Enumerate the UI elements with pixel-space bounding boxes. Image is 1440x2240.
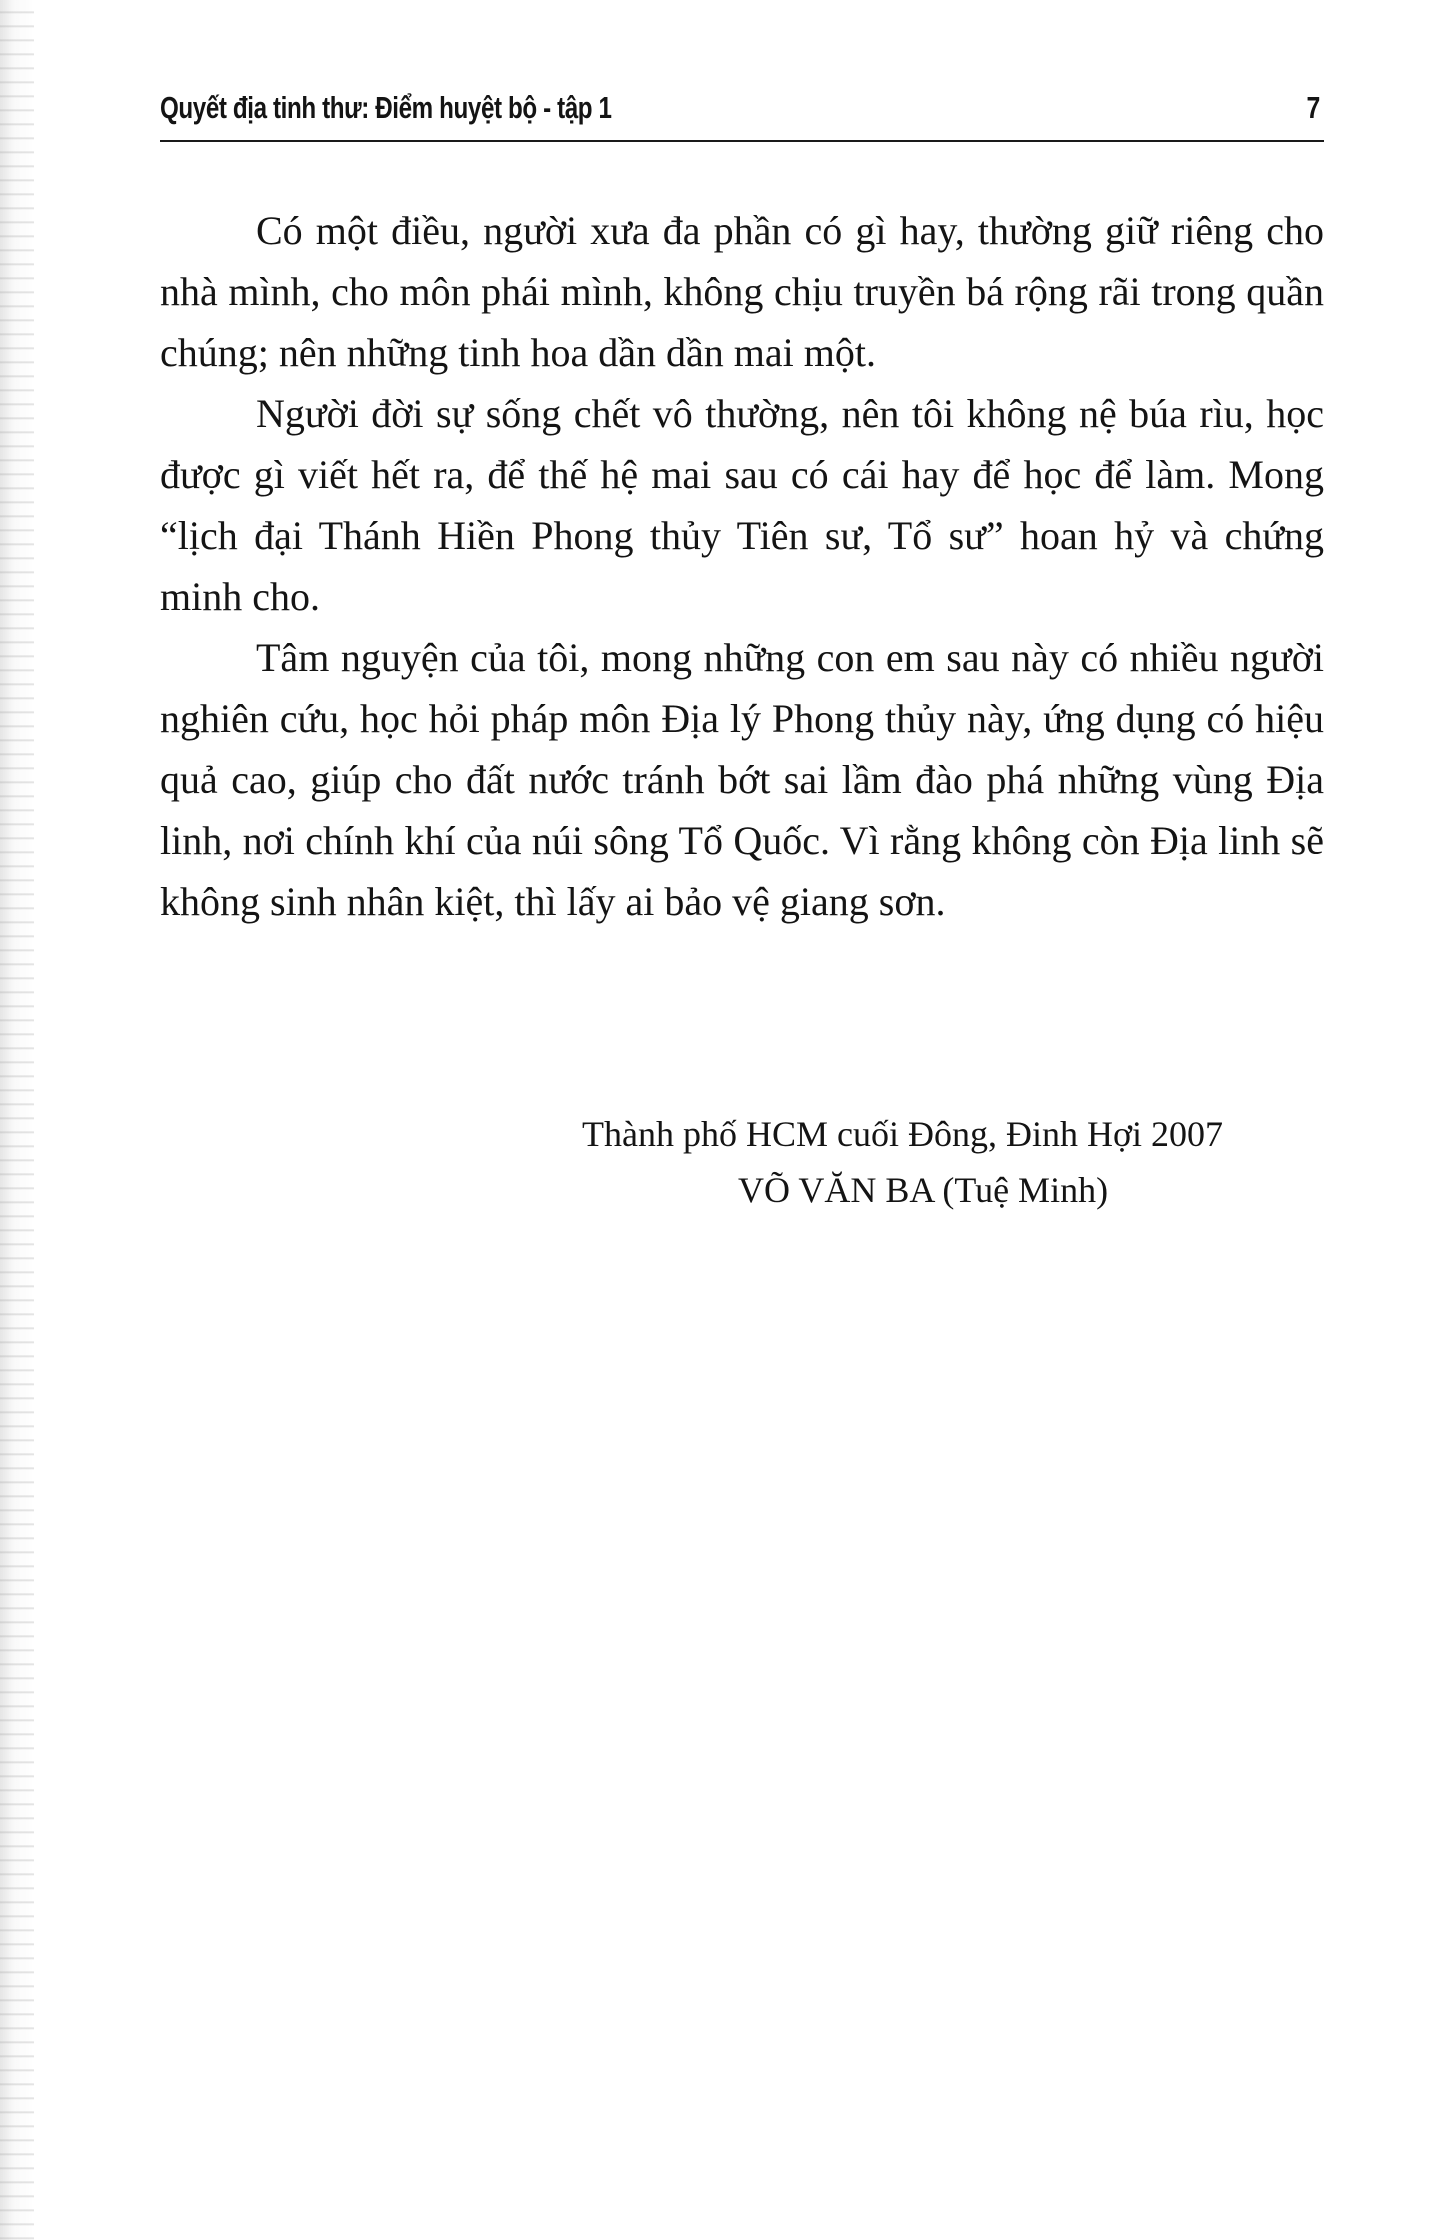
page-edge-shadow: [0, 0, 34, 2240]
body-text: [160, 200, 1324, 932]
header-title: Quyết địa tinh thư: Điểm huyệt bộ - tập 1: [160, 90, 612, 125]
signature-place-date: Thành phố HCM cuối Đông, Đinh Hợi 2007: [582, 1114, 1224, 1154]
signature-author: VÕ VĂN BA (Tuệ Minh): [738, 1170, 1109, 1210]
paragraph-3: Tâm nguyện của tôi, mong những con em sau này có nhiều người nghiên cứu, học hỏi pháp môn Địa lý Phong thủy này, ứng dụng có hiệu quả cao, giúp cho đất nước tránh bớt sai lầm đào phá những vùng Địa linh, nơi chính khí của núi sông Tổ Quốc. Vì rằng không còn Địa linh sẽ không sinh nhân kiệt, thì lấy ai bảo vệ giang sơn.: [160, 635, 1324, 924]
paragraph-1: Có một điều, người xưa đa phần có gì hay, thường giữ riêng cho nhà mình, cho môn phái mình, không chịu truyền bá rộng rãi trong quần chúng; nên những tinh hoa dần dần mai một.: [160, 208, 1324, 375]
signature-block: [582, 1106, 1223, 1218]
paragraph-2: Người đời sự sống chết vô thường, nên tôi không nệ búa rìu, học được gì viết hết ra, để thế hệ mai sau có cái hay để học để làm. Mong “lịch đại Thánh Hiền Phong thủy Tiên sư, Tổ sư” hoan hỷ và chứng minh cho.: [160, 391, 1324, 619]
page-number: 7: [1306, 90, 1320, 125]
running-header: [160, 84, 1324, 142]
